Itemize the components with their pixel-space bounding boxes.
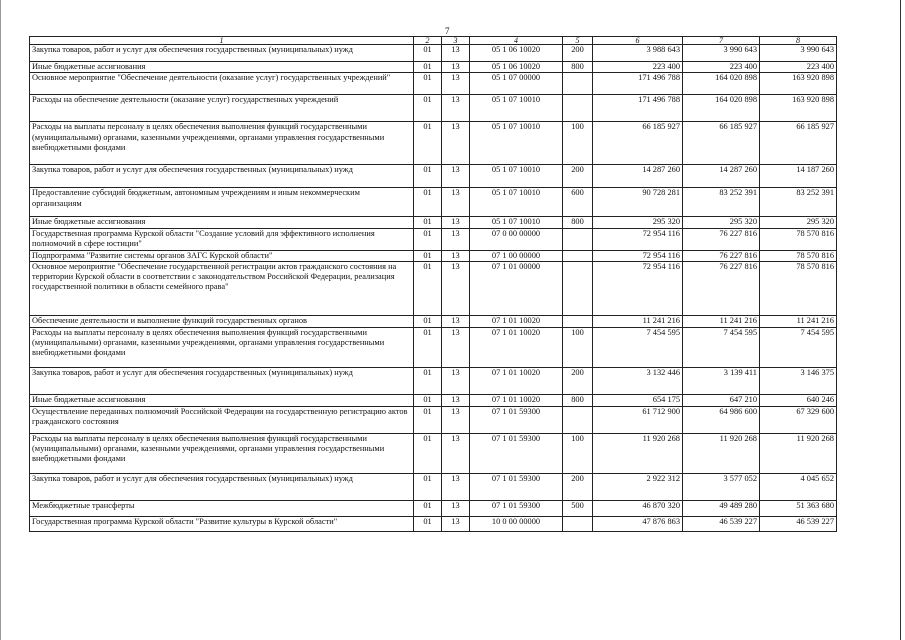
table-row bbox=[30, 315, 837, 327]
amount-year-3: 4 045 652 bbox=[760, 473, 837, 500]
target-article-code: 07 1 01 00000 bbox=[470, 261, 563, 315]
amount-year-1: 11 920 268 bbox=[593, 433, 683, 473]
target-article-code: 07 0 00 00000 bbox=[470, 228, 563, 250]
section-code: 01 bbox=[414, 95, 442, 122]
expense-type-code: 200 bbox=[563, 165, 593, 188]
target-article-code: 07 1 01 10020 bbox=[470, 327, 563, 367]
expense-type-code bbox=[563, 73, 593, 95]
subsection-code: 13 bbox=[442, 165, 470, 188]
amount-year-3: 11 920 268 bbox=[760, 433, 837, 473]
row-name: Закупка товаров, работ и услуг для обеспечения государственных (муниципальных) нужд bbox=[30, 45, 414, 62]
amount-year-1: 3 988 643 bbox=[593, 45, 683, 62]
section-code: 01 bbox=[414, 122, 442, 165]
amount-year-1: 47 876 863 bbox=[593, 516, 683, 531]
table-row bbox=[30, 250, 837, 261]
amount-year-2: 11 241 216 bbox=[683, 315, 760, 327]
expense-type-code: 200 bbox=[563, 45, 593, 62]
subsection-code: 13 bbox=[442, 433, 470, 473]
expense-type-code: 100 bbox=[563, 433, 593, 473]
amount-year-1: 3 132 446 bbox=[593, 367, 683, 394]
expense-type-code: 800 bbox=[563, 62, 593, 73]
amount-year-2: 647 210 bbox=[683, 394, 760, 406]
row-name: Обеспечение деятельности и выполнение функций государственных органов bbox=[30, 315, 414, 327]
amount-year-3: 163 920 898 bbox=[760, 95, 837, 122]
amount-year-3: 295 320 bbox=[760, 217, 837, 228]
expense-type-code: 200 bbox=[563, 367, 593, 394]
amount-year-3: 78 570 816 bbox=[760, 250, 837, 261]
amount-year-3: 66 185 927 bbox=[760, 122, 837, 165]
target-article-code: 05 1 07 10010 bbox=[470, 217, 563, 228]
expense-type-code: 800 bbox=[563, 394, 593, 406]
amount-year-1: 223 400 bbox=[593, 62, 683, 73]
amount-year-3: 223 400 bbox=[760, 62, 837, 73]
row-name: Закупка товаров, работ и услуг для обеспечения государственных (муниципальных) нужд bbox=[30, 473, 414, 500]
target-article-code: 07 1 01 10020 bbox=[470, 394, 563, 406]
subsection-code: 13 bbox=[442, 95, 470, 122]
amount-year-3: 640 246 bbox=[760, 394, 837, 406]
amount-year-2: 76 227 816 bbox=[683, 228, 760, 250]
amount-year-1: 654 175 bbox=[593, 394, 683, 406]
subsection-code: 13 bbox=[442, 315, 470, 327]
subsection-code: 13 bbox=[442, 500, 470, 516]
row-name: Расходы на выплаты персоналу в целях обеспечения выполнения функций государственными (муниципальными) органами, казенными учреждениями, органами управления государственными внебюджетными фондами bbox=[30, 327, 414, 367]
amount-year-2: 3 139 411 bbox=[683, 367, 760, 394]
target-article-code: 05 1 07 00000 bbox=[470, 73, 563, 95]
amount-year-2: 3 990 643 bbox=[683, 45, 760, 62]
amount-year-1: 171 496 788 bbox=[593, 73, 683, 95]
row-name: Основное мероприятие "Обеспечение деятельности (оказание услуг) государственных учреждений" bbox=[30, 73, 414, 95]
amount-year-3: 78 570 816 bbox=[760, 261, 837, 315]
row-name: Закупка товаров, работ и услуг для обеспечения государственных (муниципальных) нужд bbox=[30, 165, 414, 188]
column-number: 3 bbox=[442, 37, 470, 45]
section-code: 01 bbox=[414, 516, 442, 531]
expense-type-code: 100 bbox=[563, 122, 593, 165]
section-code: 01 bbox=[414, 250, 442, 261]
expense-type-code bbox=[563, 95, 593, 122]
amount-year-2: 223 400 bbox=[683, 62, 760, 73]
section-code: 01 bbox=[414, 188, 442, 217]
amount-year-2: 3 577 052 bbox=[683, 473, 760, 500]
page-edge-right bbox=[900, 0, 901, 640]
column-number: 1 bbox=[30, 37, 414, 45]
amount-year-1: 72 954 116 bbox=[593, 250, 683, 261]
table-row bbox=[30, 500, 837, 516]
target-article-code: 10 0 00 00000 bbox=[470, 516, 563, 531]
column-number: 8 bbox=[760, 37, 837, 45]
section-code: 01 bbox=[414, 165, 442, 188]
table-row bbox=[30, 261, 837, 315]
section-code: 01 bbox=[414, 62, 442, 73]
amount-year-1: 46 870 320 bbox=[593, 500, 683, 516]
target-article-code: 07 1 01 10020 bbox=[470, 315, 563, 327]
target-article-code: 07 1 01 59300 bbox=[470, 433, 563, 473]
expense-type-code: 100 bbox=[563, 327, 593, 367]
target-article-code: 05 1 07 10010 bbox=[470, 122, 563, 165]
page-edge-left bbox=[0, 0, 1, 640]
subsection-code: 13 bbox=[442, 217, 470, 228]
amount-year-1: 14 287 260 bbox=[593, 165, 683, 188]
amount-year-3: 7 454 595 bbox=[760, 327, 837, 367]
amount-year-1: 7 454 595 bbox=[593, 327, 683, 367]
subsection-code: 13 bbox=[442, 73, 470, 95]
table-row bbox=[30, 73, 837, 95]
amount-year-3: 14 187 260 bbox=[760, 165, 837, 188]
section-code: 01 bbox=[414, 228, 442, 250]
subsection-code: 13 bbox=[442, 327, 470, 367]
target-article-code: 05 1 07 10010 bbox=[470, 95, 563, 122]
section-code: 01 bbox=[414, 327, 442, 367]
subsection-code: 13 bbox=[442, 62, 470, 73]
amount-year-3: 83 252 391 bbox=[760, 188, 837, 217]
budget-table bbox=[29, 36, 837, 532]
column-number-row bbox=[30, 37, 837, 45]
table-row bbox=[30, 327, 837, 367]
amount-year-1: 2 922 312 bbox=[593, 473, 683, 500]
subsection-code: 13 bbox=[442, 250, 470, 261]
target-article-code: 05 1 07 10010 bbox=[470, 188, 563, 217]
target-article-code: 05 1 06 10020 bbox=[470, 62, 563, 73]
amount-year-3: 46 539 227 bbox=[760, 516, 837, 531]
amount-year-2: 11 920 268 bbox=[683, 433, 760, 473]
subsection-code: 13 bbox=[442, 406, 470, 433]
subsection-code: 13 bbox=[442, 367, 470, 394]
table-row bbox=[30, 406, 837, 433]
amount-year-3: 3 990 643 bbox=[760, 45, 837, 62]
target-article-code: 07 1 01 59300 bbox=[470, 473, 563, 500]
subsection-code: 13 bbox=[442, 516, 470, 531]
table-row bbox=[30, 473, 837, 500]
section-code: 01 bbox=[414, 394, 442, 406]
expense-type-code bbox=[563, 261, 593, 315]
amount-year-1: 61 712 900 bbox=[593, 406, 683, 433]
expense-type-code: 600 bbox=[563, 188, 593, 217]
expense-type-code bbox=[563, 228, 593, 250]
section-code: 01 bbox=[414, 73, 442, 95]
row-name: Расходы на выплаты персоналу в целях обеспечения выполнения функций государственными (муниципальными) органами, казенными учреждениями, органами управления государственными внебюджетными фондами bbox=[30, 433, 414, 473]
table-row bbox=[30, 217, 837, 228]
subsection-code: 13 bbox=[442, 394, 470, 406]
amount-year-2: 76 227 816 bbox=[683, 250, 760, 261]
amount-year-1: 72 954 116 bbox=[593, 228, 683, 250]
subsection-code: 13 bbox=[442, 228, 470, 250]
amount-year-1: 72 954 116 bbox=[593, 261, 683, 315]
amount-year-1: 295 320 bbox=[593, 217, 683, 228]
table-row bbox=[30, 45, 837, 62]
amount-year-3: 3 146 375 bbox=[760, 367, 837, 394]
column-number: 7 bbox=[683, 37, 760, 45]
section-code: 01 bbox=[414, 261, 442, 315]
expense-type-code bbox=[563, 250, 593, 261]
section-code: 01 bbox=[414, 315, 442, 327]
row-name: Подпрограмма "Развитие системы органов ЗАГС Курской области" bbox=[30, 250, 414, 261]
row-name: Государственная программа Курской области "Развитие культуры в Курской области" bbox=[30, 516, 414, 531]
row-name: Расходы на обеспечение деятельности (оказание услуг) государственных учреждений bbox=[30, 95, 414, 122]
expense-type-code: 800 bbox=[563, 217, 593, 228]
amount-year-2: 164 020 898 bbox=[683, 73, 760, 95]
row-name: Основное мероприятие "Обеспечение государственной регистрации актов гражданского состояния на территории Курской области в соответствии с законодательством Российской Федерации, реализация государственной политики в области семейного права" bbox=[30, 261, 414, 315]
row-name: Расходы на выплаты персоналу в целях обеспечения выполнения функций государственными (муниципальными) органами, казенными учреждениями, органами управления государственными внебюджетными фондами bbox=[30, 122, 414, 165]
table-row bbox=[30, 228, 837, 250]
table-row bbox=[30, 516, 837, 531]
expense-type-code bbox=[563, 406, 593, 433]
section-code: 01 bbox=[414, 500, 442, 516]
section-code: 01 bbox=[414, 367, 442, 394]
target-article-code: 07 1 01 59300 bbox=[470, 500, 563, 516]
amount-year-2: 164 020 898 bbox=[683, 95, 760, 122]
row-name: Межбюджетные трансферты bbox=[30, 500, 414, 516]
amount-year-2: 14 287 260 bbox=[683, 165, 760, 188]
subsection-code: 13 bbox=[442, 188, 470, 217]
table-row bbox=[30, 95, 837, 122]
table-row bbox=[30, 394, 837, 406]
amount-year-1: 171 496 788 bbox=[593, 95, 683, 122]
target-article-code: 05 1 06 10020 bbox=[470, 45, 563, 62]
amount-year-2: 64 986 600 bbox=[683, 406, 760, 433]
amount-year-3: 67 329 600 bbox=[760, 406, 837, 433]
subsection-code: 13 bbox=[442, 45, 470, 62]
expense-type-code bbox=[563, 315, 593, 327]
column-number: 2 bbox=[414, 37, 442, 45]
amount-year-3: 11 241 216 bbox=[760, 315, 837, 327]
subsection-code: 13 bbox=[442, 122, 470, 165]
section-code: 01 bbox=[414, 433, 442, 473]
row-name: Осуществление переданных полномочий Российской Федерации на государственную регистрацию актов гражданского состояния bbox=[30, 406, 414, 433]
column-number: 6 bbox=[593, 37, 683, 45]
section-code: 01 bbox=[414, 406, 442, 433]
amount-year-2: 76 227 816 bbox=[683, 261, 760, 315]
column-number: 5 bbox=[563, 37, 593, 45]
table-row bbox=[30, 367, 837, 394]
table-row bbox=[30, 188, 837, 217]
amount-year-3: 78 570 816 bbox=[760, 228, 837, 250]
row-name: Закупка товаров, работ и услуг для обеспечения государственных (муниципальных) нужд bbox=[30, 367, 414, 394]
target-article-code: 07 1 00 00000 bbox=[470, 250, 563, 261]
table-row bbox=[30, 165, 837, 188]
section-code: 01 bbox=[414, 217, 442, 228]
expense-type-code: 200 bbox=[563, 473, 593, 500]
amount-year-2: 7 454 595 bbox=[683, 327, 760, 367]
row-name: Иные бюджетные ассигнования bbox=[30, 62, 414, 73]
amount-year-3: 51 363 680 bbox=[760, 500, 837, 516]
amount-year-2: 46 539 227 bbox=[683, 516, 760, 531]
expense-type-code: 500 bbox=[563, 500, 593, 516]
row-name: Предоставление субсидий бюджетным, автономным учреждениям и иным некоммерческим организациям bbox=[30, 188, 414, 217]
row-name: Государственная программа Курской области "Создание условий для эффективного исполнения полномочий в сфере юстиции" bbox=[30, 228, 414, 250]
amount-year-2: 295 320 bbox=[683, 217, 760, 228]
section-code: 01 bbox=[414, 45, 442, 62]
amount-year-1: 90 728 281 bbox=[593, 188, 683, 217]
table-row bbox=[30, 122, 837, 165]
section-code: 01 bbox=[414, 473, 442, 500]
amount-year-2: 49 489 280 bbox=[683, 500, 760, 516]
row-name: Иные бюджетные ассигнования bbox=[30, 217, 414, 228]
subsection-code: 13 bbox=[442, 473, 470, 500]
amount-year-1: 11 241 216 bbox=[593, 315, 683, 327]
subsection-code: 13 bbox=[442, 261, 470, 315]
page-number: 7 bbox=[445, 26, 450, 36]
amount-year-2: 66 185 927 bbox=[683, 122, 760, 165]
table-row bbox=[30, 433, 837, 473]
target-article-code: 05 1 07 10010 bbox=[470, 165, 563, 188]
table-row bbox=[30, 62, 837, 73]
expense-type-code bbox=[563, 516, 593, 531]
amount-year-3: 163 920 898 bbox=[760, 73, 837, 95]
amount-year-2: 83 252 391 bbox=[683, 188, 760, 217]
column-number: 4 bbox=[470, 37, 563, 45]
amount-year-1: 66 185 927 bbox=[593, 122, 683, 165]
target-article-code: 07 1 01 59300 bbox=[470, 406, 563, 433]
row-name: Иные бюджетные ассигнования bbox=[30, 394, 414, 406]
target-article-code: 07 1 01 10020 bbox=[470, 367, 563, 394]
